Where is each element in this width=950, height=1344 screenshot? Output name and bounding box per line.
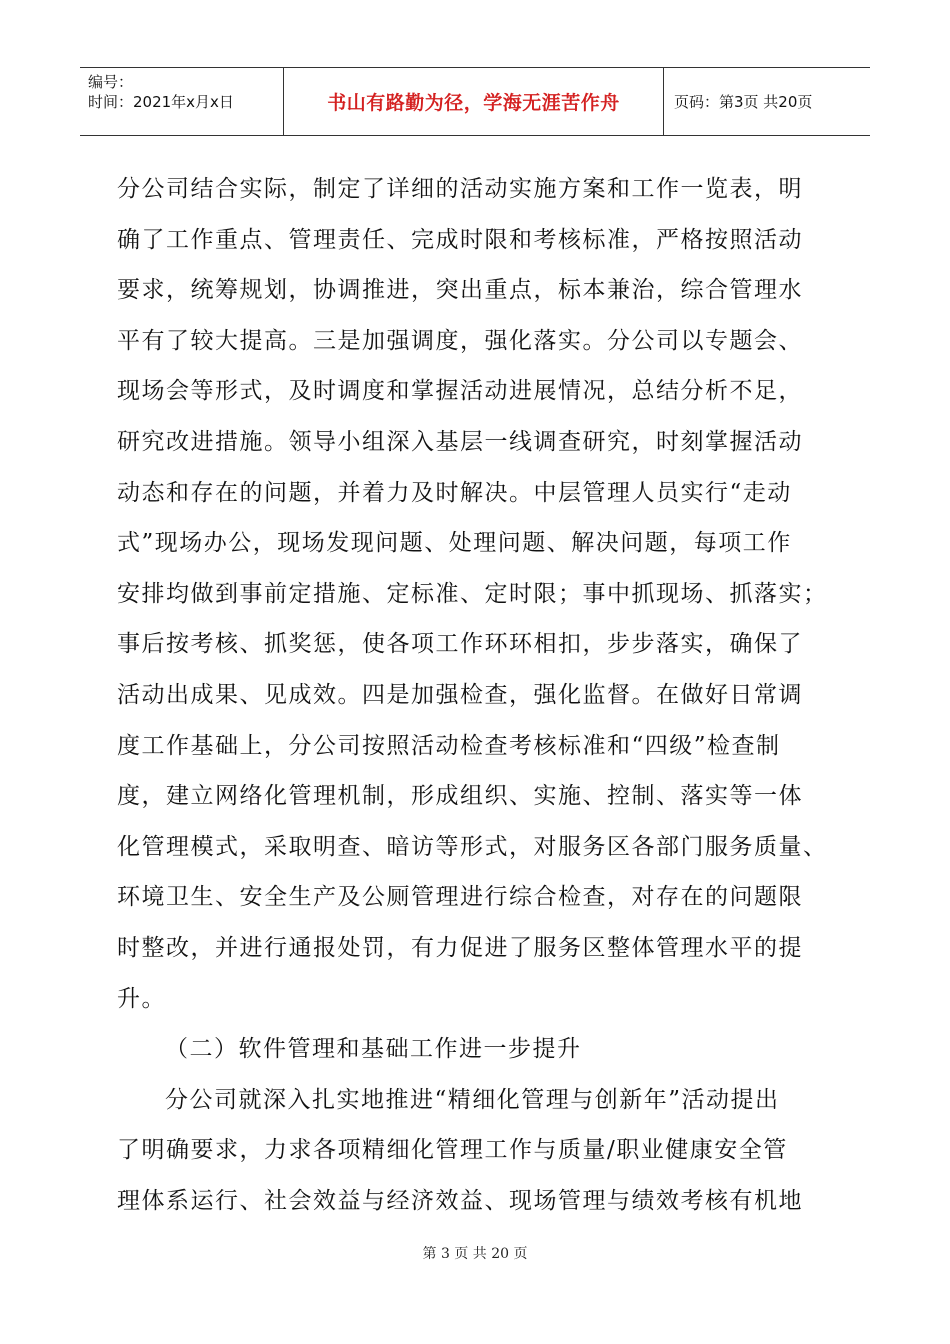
- body-line: 环境卫生、安全生产及公厕管理进行综合检查，对存在的问题限: [117, 884, 803, 911]
- body-line: 现场会等形式，及时调度和掌握活动进展情况，总结分析不足，: [117, 378, 803, 405]
- body-line: 分公司结合实际，制定了详细的活动实施方案和工作一览表，明: [117, 176, 803, 202]
- page-footer: [0, 1243, 950, 1263]
- header-page-cell: [664, 68, 870, 135]
- page-header: [80, 67, 870, 136]
- body-line: 确了工作重点、管理责任、完成时限和考核标准，严格按照活动: [117, 226, 803, 253]
- section-heading: （二）软件管理和基础工作进一步提升: [165, 1036, 582, 1063]
- body-line: 式”现场办公，现场发现问题、处理问题、解决问题，每项工作: [117, 530, 792, 557]
- page-number-label: 页码：第3页 共20页: [674, 93, 813, 111]
- body-line: 度，建立网络化管理机制，形成组织、实施、控制、落实等一体: [117, 783, 803, 810]
- body-line: 时整改，并进行通报处罚，有力促进了服务区整体管理水平的提: [117, 934, 803, 961]
- time-label: 时间：2021年x月x日: [88, 93, 234, 111]
- document-body: [117, 164, 857, 1226]
- body-line: 要求，统筹规划，协调推进，突出重点，标本兼治，综合管理水: [117, 277, 803, 304]
- body-line: 平有了较大提高。三是加强调度，强化落实。分公司以专题会、: [117, 327, 803, 354]
- body-line: 活动出成果、见成效。四是加强检查，强化监督。在做好日常调: [117, 681, 803, 708]
- body-line: 了明确要求，力求各项精细化管理工作与质量/职业健康安全管: [117, 1137, 788, 1164]
- body-line: 动态和存在的问题，并着力及时解决。中层管理人员实行“走动: [117, 479, 792, 506]
- body-line: 研究改进措施。领导小组深入基层一线调查研究，时刻掌握活动: [117, 428, 803, 455]
- body-line: 化管理模式，采取明查、暗访等形式，对服务区各部门服务质量、: [117, 833, 828, 860]
- body-line: 理体系运行、社会效益与经济效益、现场管理与绩效考核有机地: [117, 1187, 803, 1214]
- body-line: 事后按考核、抓奖惩，使各项工作环环相扣，步步落实，确保了: [117, 631, 803, 658]
- footer-page-number: 第 3 页 共 20 页: [422, 1246, 528, 1262]
- motto-text: 书山有路勤为径，学海无涯苦作舟: [327, 92, 620, 114]
- body-line: 分公司就深入扎实地推进“精细化管理与创新年”活动提出: [165, 1086, 780, 1113]
- body-line: 度工作基础上，分公司按照活动检查考核标准和“四级”检查制: [117, 732, 781, 759]
- number-label: 编号：: [88, 73, 134, 91]
- body-line: 安排均做到事前定措施、定标准、定时限；事中抓现场、抓落实；: [117, 580, 828, 607]
- header-motto-cell: [284, 68, 664, 135]
- body-line: 升。: [117, 985, 166, 1012]
- header-meta-cell: [80, 68, 284, 135]
